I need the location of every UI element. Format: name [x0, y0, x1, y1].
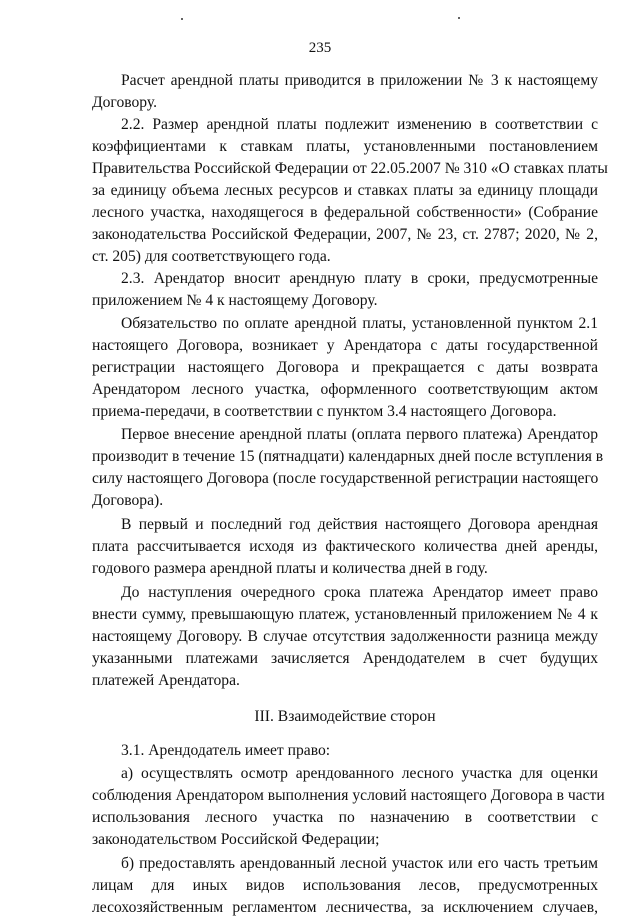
text-line: Расчет арендной платы приводится в приложении № 3 к настоящему [121, 72, 598, 89]
text-line: производит в течение 15 (пятнадцати) календарных дней после вступления в [92, 448, 604, 465]
section-heading: III. Взаимодействие сторон [254, 708, 436, 725]
text-line: а) осуществлять осмотр арендованного лесного участка для оценки [121, 765, 598, 782]
text-line: б) предоставлять арендованный лесной участок или его часть третьим [121, 855, 598, 872]
text-line: ст. 205) для соответствующего года. [92, 248, 331, 265]
text-line: законодательства Российской Федерации, 2007, № 23, ст. 2787; 2020, № 2, [92, 226, 598, 243]
page-number: 235 [308, 40, 332, 56]
text-line: До наступления очередного срока платежа Арендатор имеет право [121, 584, 598, 601]
text-line: настоящего Договора, возникает у Арендатора с даты государственной [92, 337, 598, 354]
text-line: Арендатором лесного участка, оформленного соответствующим актом [92, 381, 598, 398]
text-line: приложением № 4 к настоящему Договору. [92, 292, 378, 309]
text-line: внести сумму, превышающую платеж, установленный приложением № 4 к [92, 606, 598, 623]
text-line: В первый и последний год действия настоящего Договора арендная [121, 516, 598, 533]
text-line: годового размера арендной платы и количества дней в году. [92, 560, 488, 577]
text-line: силу настоящего Договора (после государственной регистрации настоящего [92, 470, 599, 487]
text-line: приема-передачи, в соответствии с пунктом 3.4 настоящего Договора. [92, 403, 557, 420]
text-line: лицам для иных видов использования лесов, предусмотренных [92, 877, 598, 894]
text-line: лесного участка, находящегося в федеральной собственности» (Собрание [92, 204, 598, 221]
text-line: соблюдения Арендатором выполнения условий настоящего Договора в части [92, 787, 605, 804]
text-line: Договору. [92, 94, 158, 111]
text-line: Договора). [92, 492, 164, 509]
text-line: Первое внесение арендной платы (оплата первого платежа) Арендатор [121, 426, 598, 443]
scan-speck-left [181, 18, 183, 20]
text-line: настоящему Договору. В случае отсутствия задолженности разница между [92, 628, 598, 645]
text-line: 2.2. Размер арендной платы подлежит изменению в соответствии с [121, 116, 598, 133]
text-line: лесохозяйственным регламентом лесничества, за исключением случаев, [92, 899, 598, 916]
text-line: 3.1. Арендодатель имеет право: [121, 742, 331, 759]
text-line: использования лесного участка по назначению в соответствии с [92, 809, 598, 826]
text-line: указанными платежами зачисляется Арендодателем в счет будущих [92, 650, 598, 667]
text-line: регистрации настоящего Договора и прекращается с даты возврата [92, 359, 598, 376]
scan-speck-right [458, 17, 460, 19]
text-line: 2.3. Арендатор вносит арендную плату в сроки, предусмотренные [121, 270, 598, 287]
text-line: платежей Арендатора. [92, 672, 240, 689]
text-line: Правительства Российской Федерации от 22.05.2007 № 310 «О ставках платы [92, 160, 608, 177]
text-line: Обязательство по оплате арендной платы, установленной пунктом 2.1 [121, 315, 598, 332]
text-line: коэффициентами к ставкам платы, установленными постановлением [92, 138, 598, 155]
text-line: плата рассчитывается исходя из фактического количества дней аренды, [92, 538, 598, 555]
text-line: за единицу объема лесных ресурсов и ставках платы за единицу площади [92, 182, 598, 199]
text-line: законодательством Российской Федерации; [92, 831, 380, 848]
